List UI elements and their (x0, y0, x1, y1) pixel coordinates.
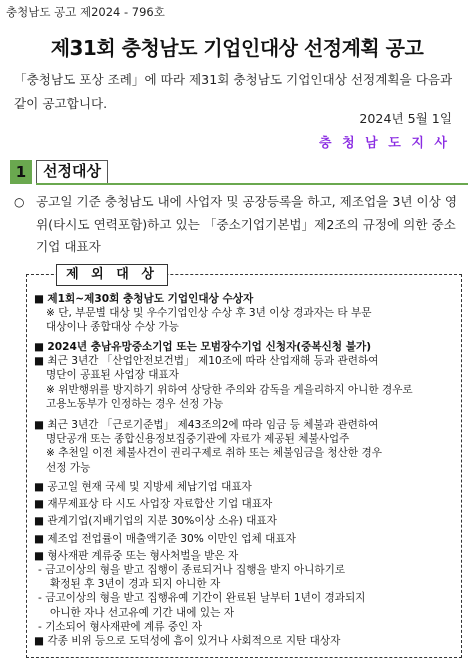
item-head: 2024년 충남유망중소기업 또는 모범장수기업 신청자(중복신청 불가) (47, 341, 372, 353)
item-line: ※ 추천일 이전 체불사건이 권리구제로 취하 또는 체불임금을 청산한 경우 (46, 447, 382, 460)
hollow-circle-icon: ○ (14, 195, 25, 209)
item-line: ■ 최근 3년간 「근로기준법」 제43조의2에 따라 임금 등 체불과 관련하여 (34, 419, 379, 431)
item-line: ■ 재무제표상 타 시도 사업장 자료합산 기업 대표자 (34, 498, 273, 511)
exclusion-heading: 제 외 대 상 (56, 264, 168, 286)
item-line: 대상이나 종합대상 수상 가능 (46, 321, 179, 334)
item-line: ■ 제조업 전업률이 매출액기준 30% 이만인 업체 대표자 (34, 532, 296, 545)
page-title: 제31회 충청남도 기업인대상 선정계획 공고 (50, 36, 424, 60)
selection-criteria: 공고일 기준 충청남도 내에 사업자 및 공장등록을 하고, 제조업을 3년 이상 영위(타시도 연력포함)하고 있는 「중소기업기본법」제2조의 규정에 의한 중소기업 대표자 (36, 194, 458, 254)
item-line: 확정된 후 3년이 경과 되지 아니한 자 (50, 578, 221, 591)
intro-text: 「충청남도 포상 조례」에 따라 제31회 충청남도 기업인대상 선정계획을 다음과 같이 공고합니다. (14, 72, 453, 111)
item-line: 선정 가능 (46, 461, 91, 474)
notice-number: 충청남도 공고 제2024 - 796호 (6, 5, 165, 19)
square-bullet-icon: ■ (34, 341, 45, 353)
item-line: ※ 단, 부문별 대상 및 우수기업인상 수상 후 3년 이상 경과자는 타 부문 (46, 307, 372, 320)
item-line: - 금고이상의 형을 받고 집행유예 기간이 완료된 날부터 1년이 경과되지 (38, 592, 366, 605)
notice-date: 2024년 5월 1일 (359, 111, 452, 126)
exclusion-item (34, 340, 454, 411)
item-line: ■ 각종 비위 등으로 도덕성에 흠이 있거나 사회적으로 지탄 대상자 (34, 635, 341, 648)
item-head: 제1회~제30회 충청남도 기업인대상 수상자 (47, 293, 254, 305)
item-line: - 기소되어 형사재판에 계류 중인 자 (38, 620, 202, 633)
section-title: 선정대상 (36, 160, 108, 184)
item-line: ■ 관계기업(지배기업의 지분 30%이상 소유) 대표자 (34, 515, 277, 528)
exclusion-item (34, 292, 454, 335)
item-line: ※ 위반행위를 방지하기 위하여 상당한 주의와 감독을 게을리하지 아니한 경우로 (46, 383, 413, 396)
item-line: ■ 공고일 현재 국세 및 지방세 체납기업 대표자 (34, 481, 252, 493)
square-bullet-icon: ■ (34, 293, 45, 305)
exclusion-item (34, 418, 454, 475)
item-line: ■ 형사재판 계류중 또는 형사처벌을 받은 자 (34, 549, 239, 562)
item-line: - 금고이상의 형을 받고 집행이 종료되거나 집행을 받지 아니하기로 (38, 564, 346, 577)
item-line: ■ 최근 3년간 「산업안전보건법」 제10조에 따라 산업재해 등과 관련하여 (34, 355, 379, 368)
item-line: 아니한 자나 선고유예 기간 내에 있는 자 (50, 606, 234, 619)
item-line: 고용노동부가 인정하는 경우 선정 가능 (46, 397, 224, 410)
item-line: 명단이 공표된 사업장 대표자 (46, 369, 179, 382)
section-number: 1 (10, 160, 32, 184)
item-line: 명단공개 또는 종합신용정보집중기관에 자료가 제공된 체불사업주 (46, 433, 350, 446)
exclusion-item (34, 480, 454, 648)
section-divider (36, 183, 468, 185)
signer: 충 청 남 도 지 사 (319, 136, 450, 151)
